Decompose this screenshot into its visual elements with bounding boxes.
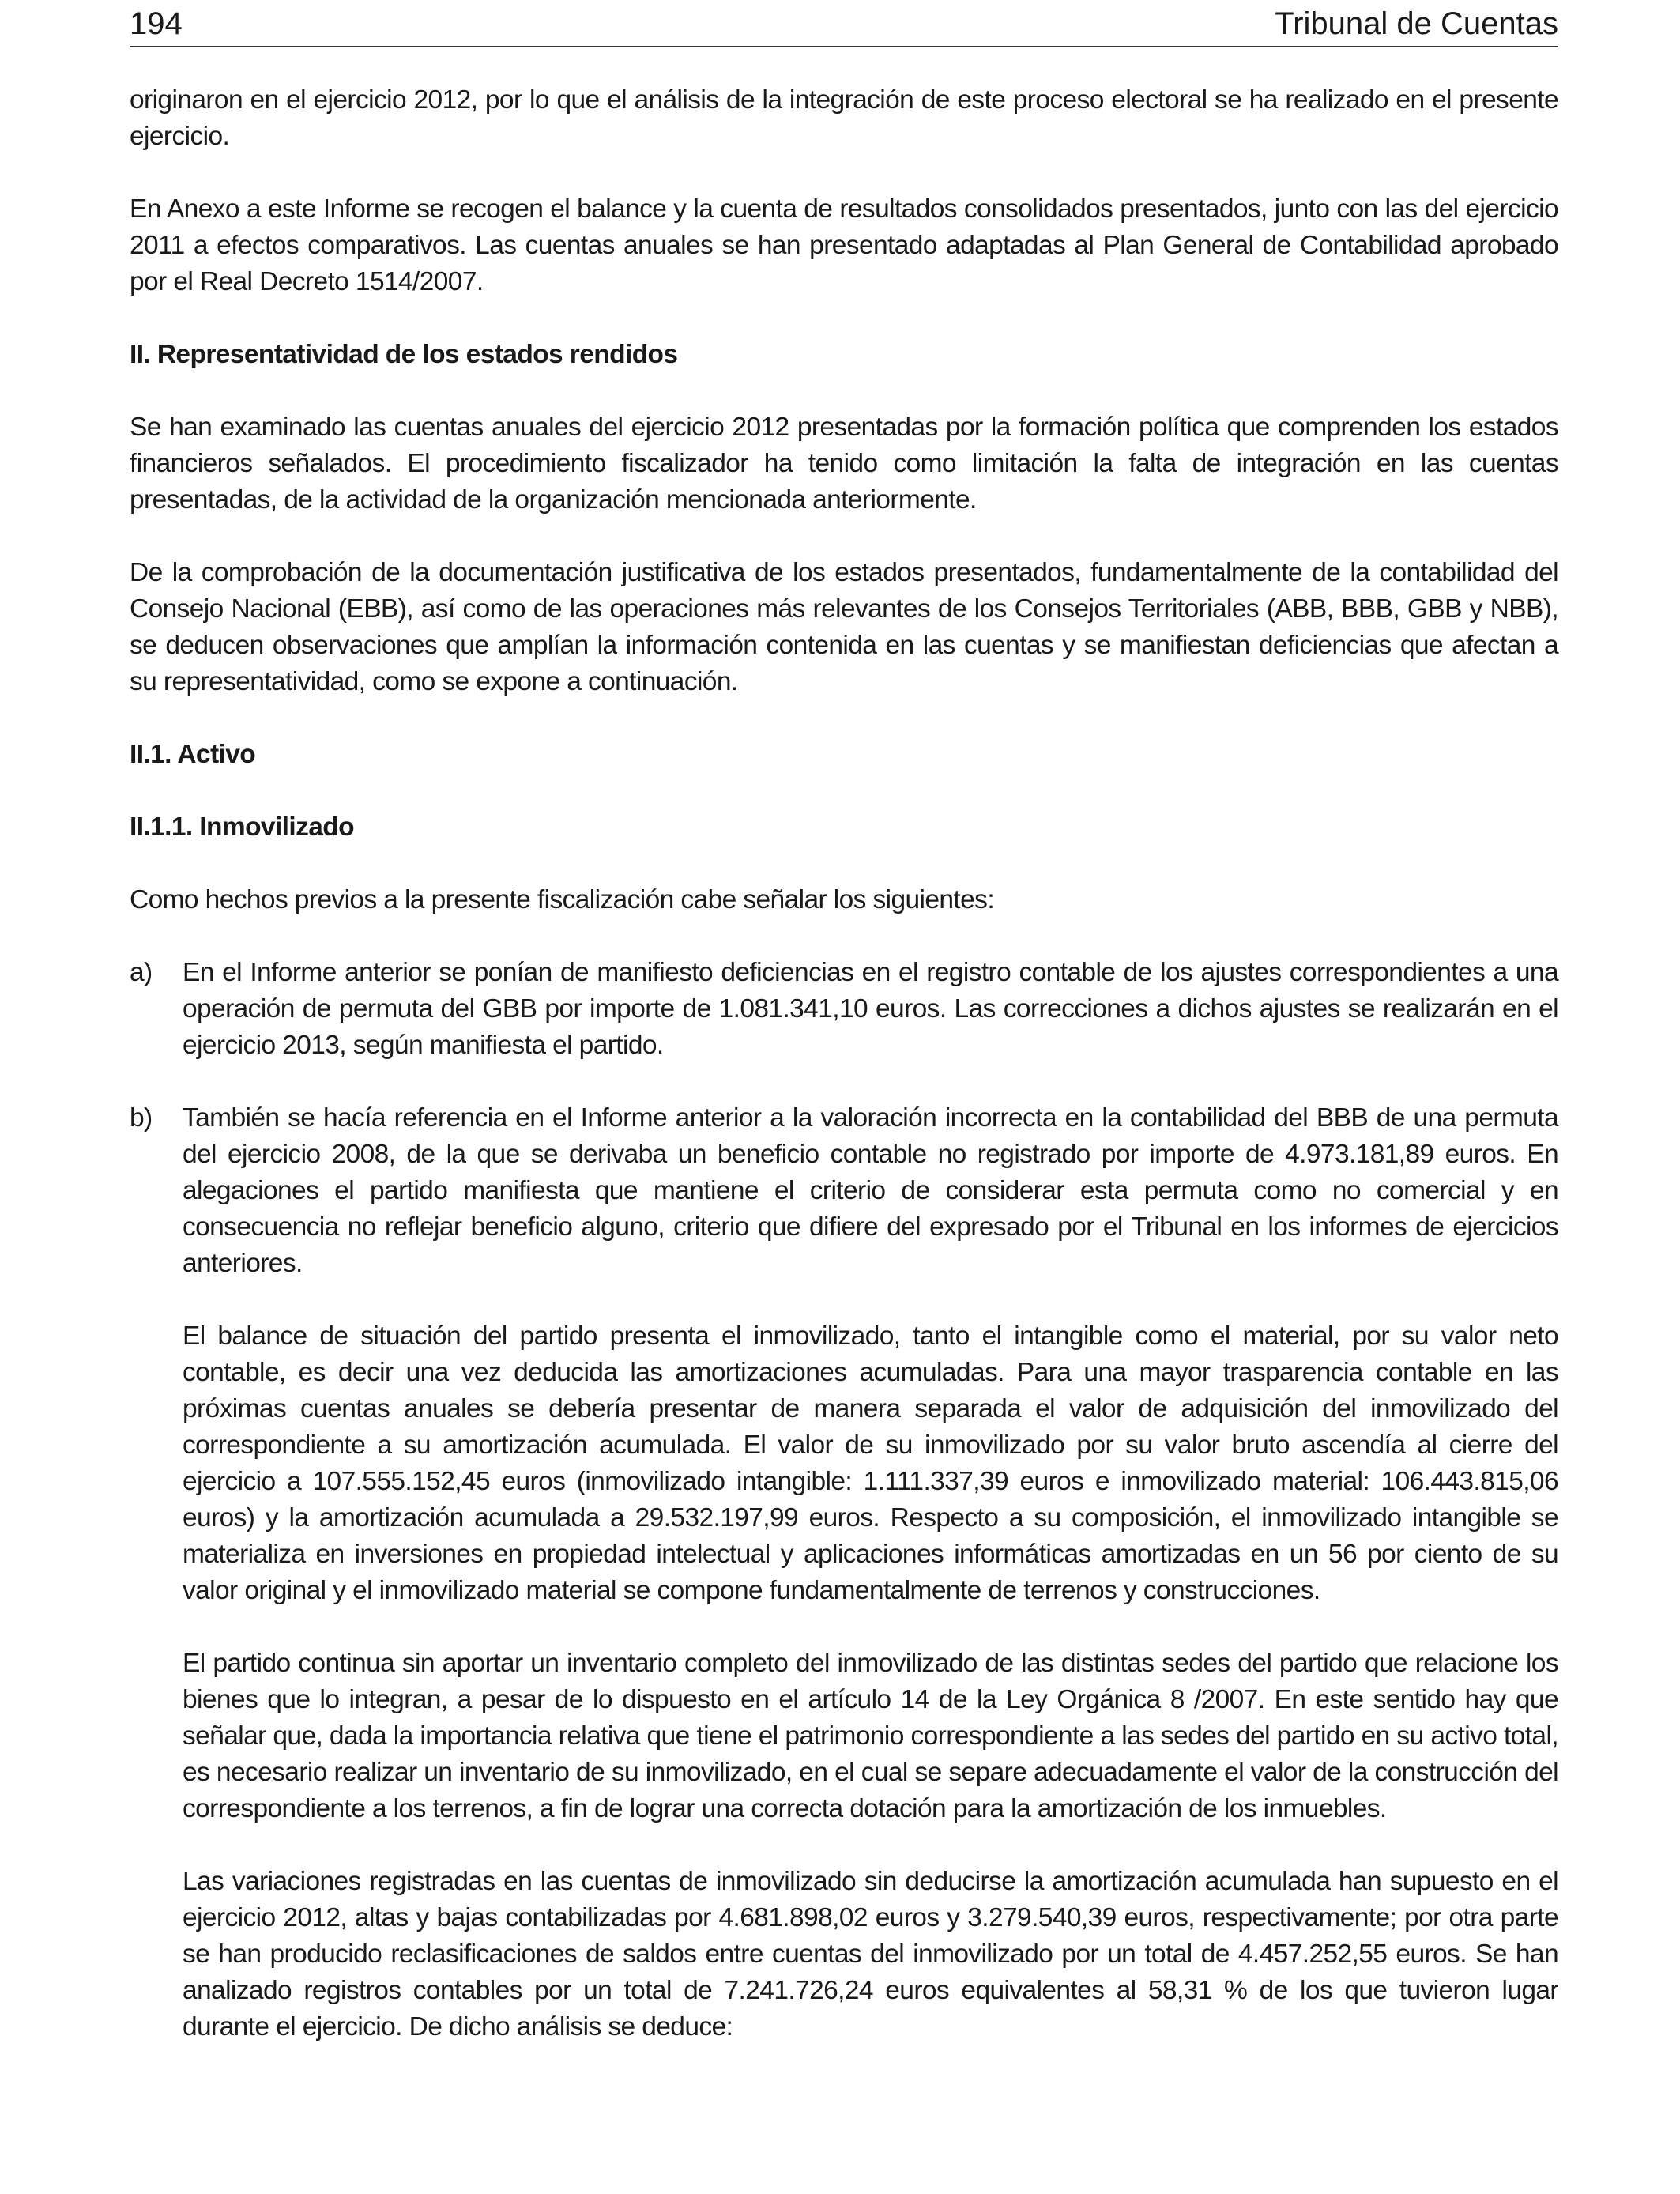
paragraph-comprobacion: De la comprobación de la documentación justificativa de los estados presentados, fundamentalmente de la contabilidad del Consejo Nacional (EBB), así como de las operaciones más relevantes de los Consejos Territoriales (ABB, BBB, GBB y NBB), se deducen observaciones que amplían la información contenida en las cuentas y se manifiestan deficiencias que afectan a su representatividad, como se expone a continuación.	[130, 558, 1558, 696]
list-marker: a)	[130, 958, 153, 987]
list-marker: b)	[130, 1103, 153, 1133]
paragraph-inventario: El partido continua sin aportar un inventario completo del inmovilizado de las distintas sedes del partido que relacione los bienes que lo integran, a pesar de lo dispuesto en el artículo 14 de la Ley Orgánica 8 /2007. En este sentido hay que señalar que, dada la importancia relativa que tiene el patrimonio correspondiente a las sedes del partido en su activo total, es necesario realizar un inventario de su inmovilizado, en el cual se separe adecuadamente el valor de la construcción del correspondiente a los terrenos, a fin de lograr una correcta dotación para la amortización de los inmuebles.	[183, 1649, 1558, 1823]
section-heading-representatividad: II. Representatividad de los estados rendidos	[130, 340, 678, 369]
paragraph-variaciones: Las variaciones registradas en las cuentas de inmovilizado sin deducirse la amortización acumulada han supuesto en el ejercicio 2012, altas y bajas contabilizadas por 4.681.898,02 euros y 3.279.540,39 euros, respectivamente; por otra parte se han producido reclasificaciones de saldos entre cuentas del inmovilizado por un total de 4.457.252,55 euros. Se han analizado registros contables por un total de 7.241.726,24 euros equivalentes al 58,31 % de los que tuvieron lugar durante el ejercicio. De dicho análisis se deduce:	[183, 1867, 1558, 2041]
list-item-text: También se hacía referencia en el Informe anterior a la valoración incorrecta en la contabilidad del BBB de una permuta del ejercicio 2008, de la que se derivaba un beneficio contable no registrado por importe de 4.973.181,89 euros. En alegaciones el partido manifiesta que mantiene el criterio de considerar esta permuta como no comercial y en consecuencia no reflejar beneficio alguno, criterio que difiere del expresado por el Tribunal en los informes de ejercicios anteriores.	[183, 1103, 1558, 1278]
page-header	[130, 2, 1558, 47]
paragraph-intro-continuation: originaron en el ejercicio 2012, por lo que el análisis de la integración de este proceso electoral se ha realizado en el presente ejercicio.	[130, 85, 1558, 151]
paragraph-examen-cuentas: Se han examinado las cuentas anuales del ejercicio 2012 presentadas por la formación política que comprenden los estados financieros señalados. El procedimiento fiscalizador ha tenido como limitación la falta de integración en las cuentas presentadas, de la actividad de la organización mencionada anteriormente.	[130, 413, 1558, 515]
paragraph-balance-situacion: El balance de situación del partido presenta el inmovilizado, tanto el intangible como el material, por su valor neto contable, es decir una vez deducida las amortizaciones acumuladas. Para una mayor trasparencia contable en las próximas cuentas anuales se debería presentar de manera separada el valor de adquisición del inmovilizado del correspondiente a su amortización acumulada. El valor de su inmovilizado por su valor bruto ascendía al cierre del ejercicio a 107.555.152,45 euros (inmovilizado intangible: 1.111.337,39 euros e inmovilizado material: 106.443.815,06 euros) y la amortización acumulada a 29.532.197,99 euros. Respecto a su composición, el inmovilizado intangible se materializa en inversiones en propiedad intelectual y aplicaciones informáticas amortizadas en un 56 por ciento de su valor original y el inmovilizado material se compone fundamentalmente de terrenos y construcciones.	[183, 1321, 1558, 1605]
paragraph-hechos-previos: Como hechos previos a la presente fiscalización cabe señalar los siguientes:	[130, 885, 995, 914]
list-item	[130, 1100, 1558, 1282]
page-number: 194	[130, 6, 183, 41]
list-item-text: En el Informe anterior se ponían de manifiesto deficiencias en el registro contable de los ajustes correspondientes a una operación de permuta del GBB por importe de 1.081.341,10 euros. Las correcciones a dichos ajustes se realizarán en el ejercicio 2013, según manifiesta el partido.	[183, 958, 1558, 1060]
section-heading-activo: II.1. Activo	[130, 740, 256, 769]
paragraph-anexo: En Anexo a este Informe se recogen el balance y la cuenta de resultados consolidados presentados, junto con las del ejercicio 2011 a efectos comparativos. Las cuentas anuales se han presentado adaptadas al Plan General de Contabilidad aprobado por el Real Decreto 1514/2007.	[130, 194, 1558, 296]
publisher-name: Tribunal de Cuentas	[1275, 6, 1558, 41]
list-item	[130, 955, 1558, 1064]
document-page	[130, 0, 1558, 2082]
document-body	[130, 82, 1558, 2045]
section-heading-inmovilizado: II.1.1. Inmovilizado	[130, 812, 354, 842]
